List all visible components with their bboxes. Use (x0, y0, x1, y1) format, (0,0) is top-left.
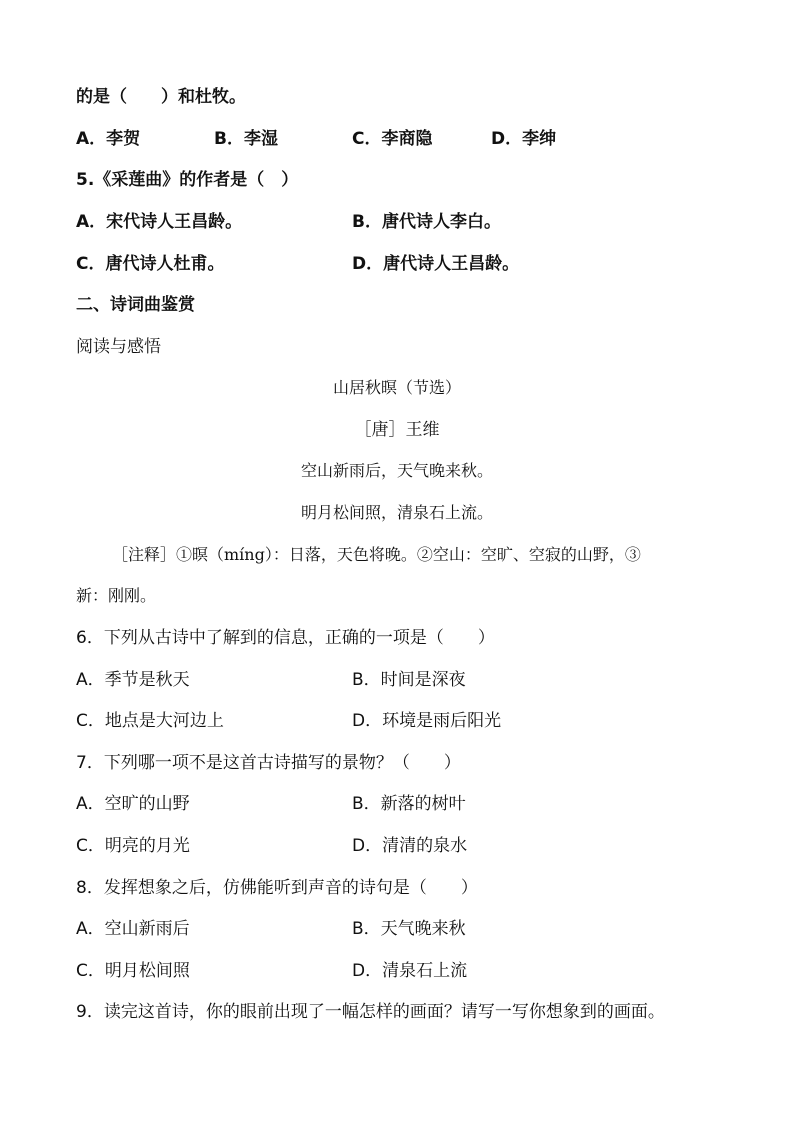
q4-option-c[interactable]: C．李商隐 (352, 129, 433, 149)
q4-option-d[interactable]: D．李绅 (491, 129, 557, 149)
q5-option-c[interactable]: C．唐代诗人杜甫。 (76, 254, 225, 274)
question-5-stem: 5.《采莲曲》的作者是（ ） (76, 170, 299, 190)
poem-note-line-1: ［注释］①暝（míng）：日落，天色将晚。②空山：空旷、空寂的山野，③ (112, 545, 641, 564)
q4-option-b[interactable]: B．李湿 (214, 129, 278, 149)
poem-note-line-2: 新：刚刚。 (76, 586, 157, 605)
q8-option-d[interactable]: D．清泉石上流 (352, 961, 468, 981)
q7-option-d[interactable]: D．清清的泉水 (352, 836, 468, 856)
q8-option-c[interactable]: C．明月松间照 (76, 961, 190, 981)
q6-option-b[interactable]: B．时间是深夜 (352, 670, 466, 690)
q6-option-a[interactable]: A．季节是秋天 (76, 670, 190, 690)
q6-option-d[interactable]: D．环境是雨后阳光 (352, 711, 502, 731)
section-2-heading: 二、诗词曲鉴赏 (76, 295, 195, 315)
q5-option-a[interactable]: A．宋代诗人王昌龄。 (76, 212, 243, 232)
question-9-stem: 9．读完这首诗，你的眼前出现了一幅怎样的画面？请写一写你想象到的画面。 (76, 1002, 665, 1022)
section-2-subheading: 阅读与感悟 (76, 337, 161, 357)
q6-option-c[interactable]: C．地点是大河边上 (76, 711, 224, 731)
q7-option-a[interactable]: A．空旷的山野 (76, 794, 190, 814)
poem-line-1: 空山新雨后，天气晚来秋。 (300, 461, 493, 480)
poem-author: ［唐］王维 (354, 420, 440, 440)
question-4-stem-tail: 的是（ ）和杜牧。 (76, 87, 246, 107)
q7-option-c[interactable]: C．明亮的月光 (76, 836, 190, 856)
question-7-stem: 7．下列哪一项不是这首古诗描写的景物？（ ） (76, 753, 461, 773)
q4-option-a[interactable]: A．李贺 (76, 129, 141, 149)
poem-title: 山居秋暝（节选） (332, 378, 461, 397)
poem-line-2: 明月松间照，清泉石上流。 (300, 503, 493, 522)
q5-option-b[interactable]: B．唐代诗人李白。 (352, 212, 501, 232)
q7-option-b[interactable]: B．新落的树叶 (352, 794, 466, 814)
question-6-stem: 6．下列从古诗中了解到的信息，正确的一项是（ ） (76, 628, 495, 648)
q5-option-d[interactable]: D．唐代诗人王昌龄。 (352, 254, 520, 274)
q8-option-a[interactable]: A．空山新雨后 (76, 919, 190, 939)
question-8-stem: 8．发挥想象之后，仿佛能听到声音的诗句是（ ） (76, 878, 478, 898)
q8-option-b[interactable]: B．天气晚来秋 (352, 919, 466, 939)
